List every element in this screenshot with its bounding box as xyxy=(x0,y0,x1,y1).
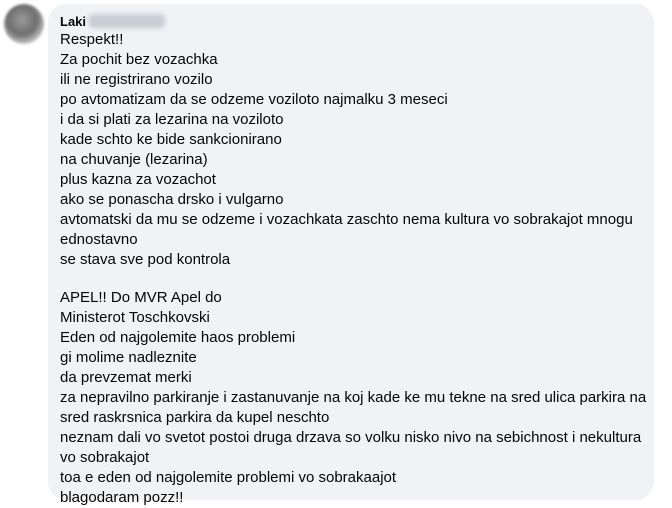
comment-line: APEL!! Do MVR Apel do xyxy=(60,289,222,306)
comment-line: kade schto ke bide sankcionirano xyxy=(60,131,282,148)
comment-line: vo sobrakajot xyxy=(60,449,150,466)
comment-line: ednostavno xyxy=(60,231,138,248)
comment-line: neznam dali vo svetot postoi druga drzava so volku nisko nivo na sebichnost i nekultura xyxy=(60,429,642,446)
comment-line: Ministerot Toschkovski xyxy=(60,309,210,326)
comment-line: ili ne registrirano vozilo xyxy=(60,71,213,88)
comment-line: avtomatski da mu se odzeme i vozachkata zaschto nema kultura vo sobrakajot mnogu xyxy=(60,211,633,228)
comment-line: za nepravilno parkiranje i zastanuvanje na koj kade ke mu tekne na sred ulica parkira na xyxy=(60,389,647,406)
redacted-surname xyxy=(89,14,165,28)
comment-line: Za pochit bez vozachka xyxy=(60,51,218,68)
comment-paragraph-2 xyxy=(60,288,647,508)
comment-paragraph-1 xyxy=(60,30,642,270)
comment-bubble xyxy=(48,4,654,506)
comment-line: da prevzemat merki xyxy=(60,369,192,386)
comment-line: sred raskrsnica parkira da kupel neschto xyxy=(60,409,330,426)
comment-line: na chuvanje (lezarina) xyxy=(60,151,208,168)
comment-line: Respekt!! xyxy=(60,31,124,48)
comment-line: gi molime nadleznite xyxy=(60,349,197,366)
comment-line: po avtomatizam da se odzeme voziloto najmalku 3 meseci xyxy=(60,91,448,108)
comment-line: ako se ponascha drsko i vulgarno xyxy=(60,191,284,208)
comment-line: plus kazna za vozachot xyxy=(60,171,216,188)
author-name[interactable]: Laki xyxy=(60,13,87,29)
comment-line: se stava sve pod kontrola xyxy=(60,251,231,268)
avatar[interactable] xyxy=(4,4,44,44)
comment-line: blagodaram pozz!! xyxy=(60,489,184,506)
comment-line: toa e eden od najgolemite problemi vo sobrakaajot xyxy=(60,469,397,486)
comment-line: i da si plati za lezarina na voziloto xyxy=(60,111,284,128)
comment-line: Eden od najgolemite haos problemi xyxy=(60,329,296,346)
comment-header xyxy=(60,12,642,30)
